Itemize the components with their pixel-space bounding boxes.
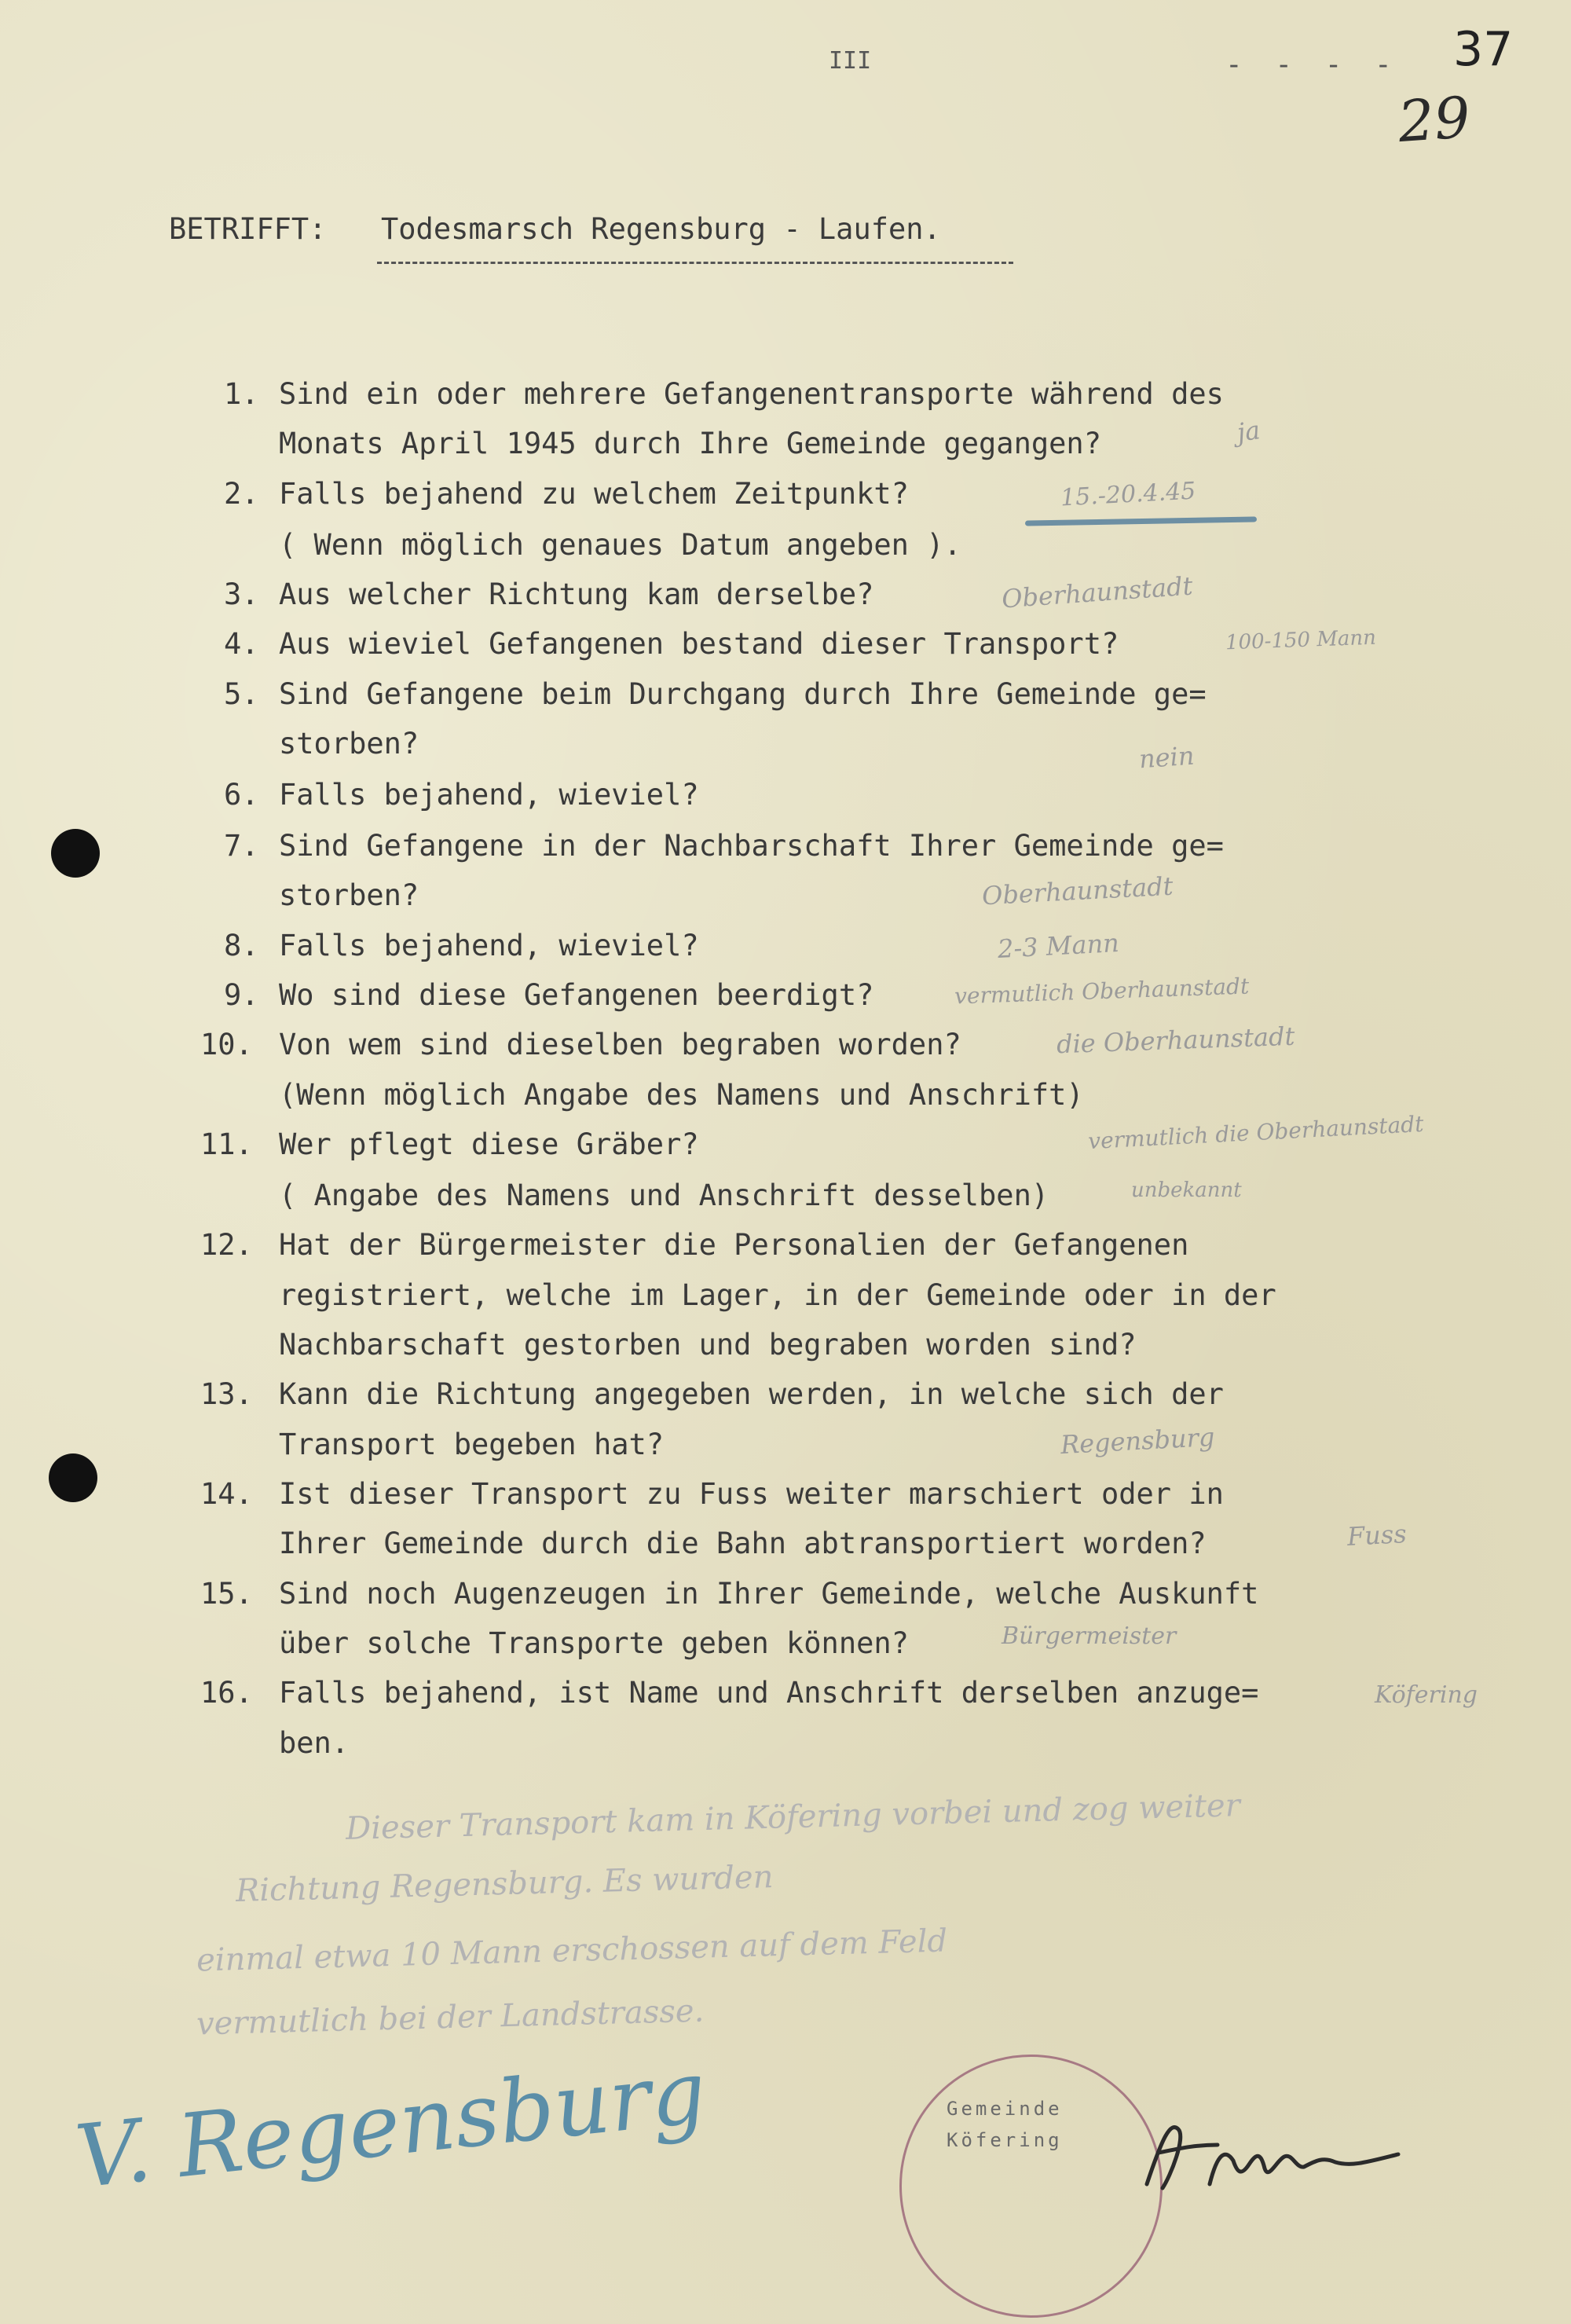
question-text: Sind Gefangene beim Durchgang durch Ihre Gemeinde ge= <box>279 677 1207 711</box>
question-text: Nachbarschaft gestorben und begraben worden sind? <box>279 1328 1137 1362</box>
question-number: 13. <box>200 1377 253 1411</box>
answer-15: Bürgermeister <box>1002 1622 1177 1650</box>
question-text: Falls bejahend, ist Name und Anschrift derselben anzuge= <box>279 1676 1259 1710</box>
question-text: Ist dieser Transport zu Fuss weiter marschiert oder in <box>279 1477 1224 1511</box>
answer-10: die Oberhaunstadt <box>1056 1021 1295 1060</box>
answer-7: Oberhaunstadt <box>981 871 1174 911</box>
question-text: Aus wieviel Gefangenen bestand dieser Transport? <box>279 627 1119 661</box>
question-number: 14. <box>200 1477 253 1511</box>
answer-9: vermutlich Oberhaunstadt <box>954 973 1250 1010</box>
question-number: 16. <box>200 1676 253 1710</box>
subject-title: Todesmarsch Regensburg - Laufen. <box>381 212 941 246</box>
answer-11b: unbekannt <box>1131 1178 1242 1202</box>
answer-11: vermutlich die Oberhaunstadt <box>1087 1110 1425 1155</box>
question-text: Sind Gefangene in der Nachbarschaft Ihrer Gemeinde ge= <box>279 829 1224 863</box>
answer-2: 15.-20.4.45 <box>1060 477 1197 512</box>
handwritten-line: Dieser Transport kam in Köfering vorbei und zog weiter <box>345 1787 1241 1847</box>
answer-8: 2-3 Mann <box>997 927 1120 965</box>
question-text: Falls bejahend, wieviel? <box>279 929 699 962</box>
question-text: über solche Transporte geben können? <box>279 1626 909 1660</box>
question-number: 2. <box>224 477 259 511</box>
page-number: 37 <box>1453 22 1514 77</box>
answer-3: Oberhaunstadt <box>1000 570 1194 614</box>
handwritten-page-number: 29 <box>1396 83 1473 156</box>
question-number: 6. <box>224 778 259 812</box>
question-text: ( Wenn möglich genaues Datum angeben ). <box>279 528 961 562</box>
question-text: Transport begeben hat? <box>279 1428 665 1461</box>
question-text: storben? <box>279 727 419 761</box>
subject-underline <box>377 262 1013 264</box>
question-text: registriert, welche im Lager, in der Gemeinde oder in der <box>279 1278 1276 1312</box>
answer-1: ja <box>1235 415 1262 448</box>
question-number: 12. <box>200 1228 253 1262</box>
question-text: Von wem sind dieselben begraben worden? <box>279 1028 961 1061</box>
subject-label: BETRIFFT: <box>169 212 327 246</box>
question-text: Falls bejahend zu welchem Zeitpunkt? <box>279 477 909 511</box>
question-text: Sind noch Augenzeugen in Ihrer Gemeinde, welche Auskunft <box>279 1577 1259 1611</box>
dash-mark: - - - - <box>1225 49 1400 81</box>
question-number: 9. <box>224 978 259 1012</box>
question-text: Hat der Bürgermeister die Personalien der Gefangenen <box>279 1228 1189 1262</box>
answer-14: Fuss <box>1346 1519 1408 1552</box>
question-text: Falls bejahend, wieviel? <box>279 778 699 812</box>
question-number: 4. <box>224 627 259 661</box>
stamp-text-line1: Gemeinde <box>947 2098 1063 2120</box>
question-text: Monats April 1945 durch Ihre Gemeinde gegangen? <box>279 427 1101 460</box>
question-number: 7. <box>224 829 259 863</box>
answer-16: Köfering <box>1375 1681 1478 1709</box>
question-text: (Wenn möglich Angabe des Namens und Anschrift) <box>279 1078 1084 1112</box>
question-text: Aus welcher Richtung kam derselbe? <box>279 577 874 611</box>
handwritten-line: Richtung Regensburg. Es wurden <box>235 1859 774 1909</box>
handwritten-line: einmal etwa 10 Mann erschossen auf dem Feld <box>196 1923 948 1979</box>
punch-hole <box>51 829 100 878</box>
question-number: 15. <box>200 1577 253 1611</box>
question-number: 8. <box>224 929 259 962</box>
question-text: ( Angabe des Namens und Anschrift desselben) <box>279 1178 1049 1212</box>
signature <box>1131 2106 1414 2200</box>
question-text: storben? <box>279 878 419 912</box>
question-text: Ihrer Gemeinde durch die Bahn abtransportiert worden? <box>279 1527 1207 1560</box>
question-text: ben. <box>279 1726 350 1760</box>
question-text: Sind ein oder mehrere Gefangenentransporte während des <box>279 377 1224 411</box>
question-number: 3. <box>224 577 259 611</box>
question-number: 10. <box>200 1028 253 1061</box>
answer-2-underline <box>1025 516 1257 526</box>
question-number: 11. <box>200 1127 253 1161</box>
stamp-text-line2: Köfering <box>947 2129 1063 2151</box>
municipal-stamp <box>899 2055 1163 2318</box>
question-text: Wo sind diese Gefangenen beerdigt? <box>279 978 874 1012</box>
answer-4: 100-150 Mann <box>1225 625 1377 655</box>
blue-crayon-note: V. Regensburg <box>71 2041 711 2208</box>
question-number: 1. <box>224 377 259 411</box>
answer-13: Regensburg <box>1060 1421 1216 1461</box>
answer-5: nein <box>1137 740 1196 775</box>
question-text: Kann die Richtung angegeben werden, in welche sich der <box>279 1377 1224 1411</box>
punch-hole <box>49 1453 97 1502</box>
handwritten-line: vermutlich bei der Landstrasse. <box>196 1992 705 2043</box>
question-number: 5. <box>224 677 259 711</box>
question-text: Wer pflegt diese Gräber? <box>279 1127 699 1161</box>
top-mark: III <box>829 47 872 75</box>
